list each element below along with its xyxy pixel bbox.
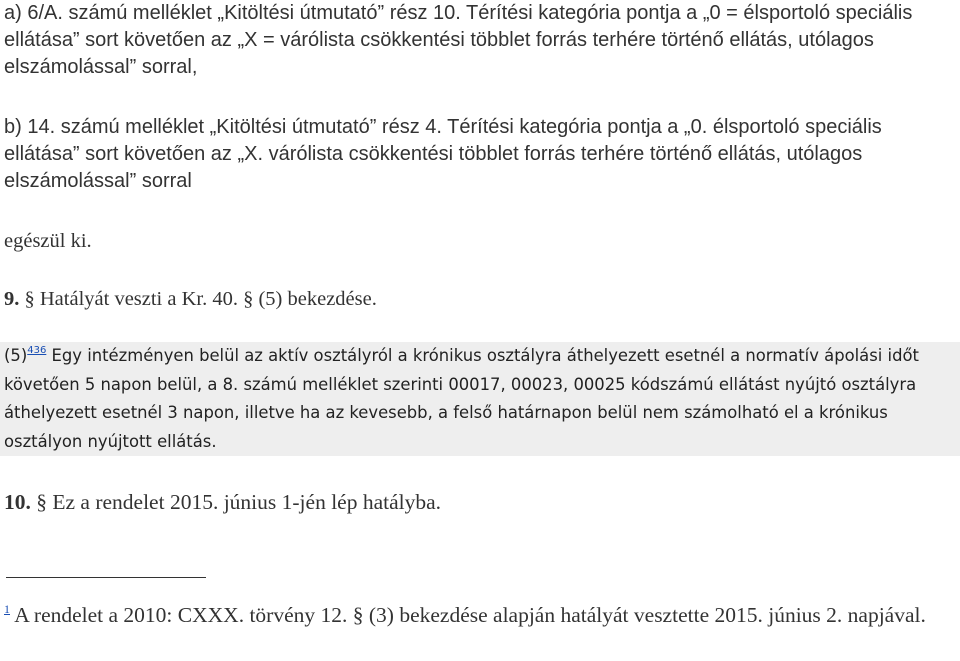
- paragraph-b: b) 14. számú melléklet „Kitöltési útmutató” rész 4. Térítési kategória pontja a „0. élsportoló speciális ellátása” sort követően az „X. várólista csökkentési többlet forrás terhére történő ellátás, utólagos elszámolással” sorral: [4, 116, 882, 192]
- section-9-number: 9.: [4, 288, 20, 310]
- section-9-text: § Hatályát veszti a Kr. 40. § (5) bekezdése.: [24, 288, 377, 310]
- amendment-note: [0, 342, 960, 456]
- footnote: [4, 602, 956, 629]
- paragraph-conclusion: egészül ki.: [4, 230, 92, 252]
- footnote-separator: [6, 577, 206, 578]
- paragraph-a: a) 6/A. számú melléklet „Kitöltési útmutató” rész 10. Térítési kategória pontja a „0 = élsportoló speciális ellátása” sort követően az „X = várólista csökkentési többlet forrás terhére történő ellátás, utólagos elszámolással” sorral,: [4, 2, 913, 78]
- footnote-text: A rendelet a 2010: CXXX. törvény 12. § (3) bekezdése alapján hatályát vesztette 2015. június 2. napjával.: [10, 603, 926, 627]
- footnote-marker-link[interactable]: 1: [4, 602, 10, 616]
- note-reference-link[interactable]: 436: [27, 345, 47, 356]
- note-reference: [27, 345, 46, 356]
- section-10: [4, 489, 956, 516]
- section-10-number: 10.: [4, 490, 31, 514]
- note-text: Egy intézményen belül az aktív osztályról a krónikus osztályra áthelyezett esetnél a normatív ápolási időt követően 5 napon belül, a 8. számú melléklet szerinti 00017, 00023, 00025 kódszámú ellátást nyújtó osztályra áthelyezett esetnél 3 napon, illetve ha az kevesebb, a felső határnapon belül nem számolható el a krónikus osztályon nyújtott ellátás.: [4, 346, 919, 451]
- section-9: [4, 286, 956, 313]
- note-paragraph-number: (5): [4, 346, 28, 365]
- section-10-text: § Ez a rendelet 2015. június 1-jén lép hatályba.: [36, 490, 442, 514]
